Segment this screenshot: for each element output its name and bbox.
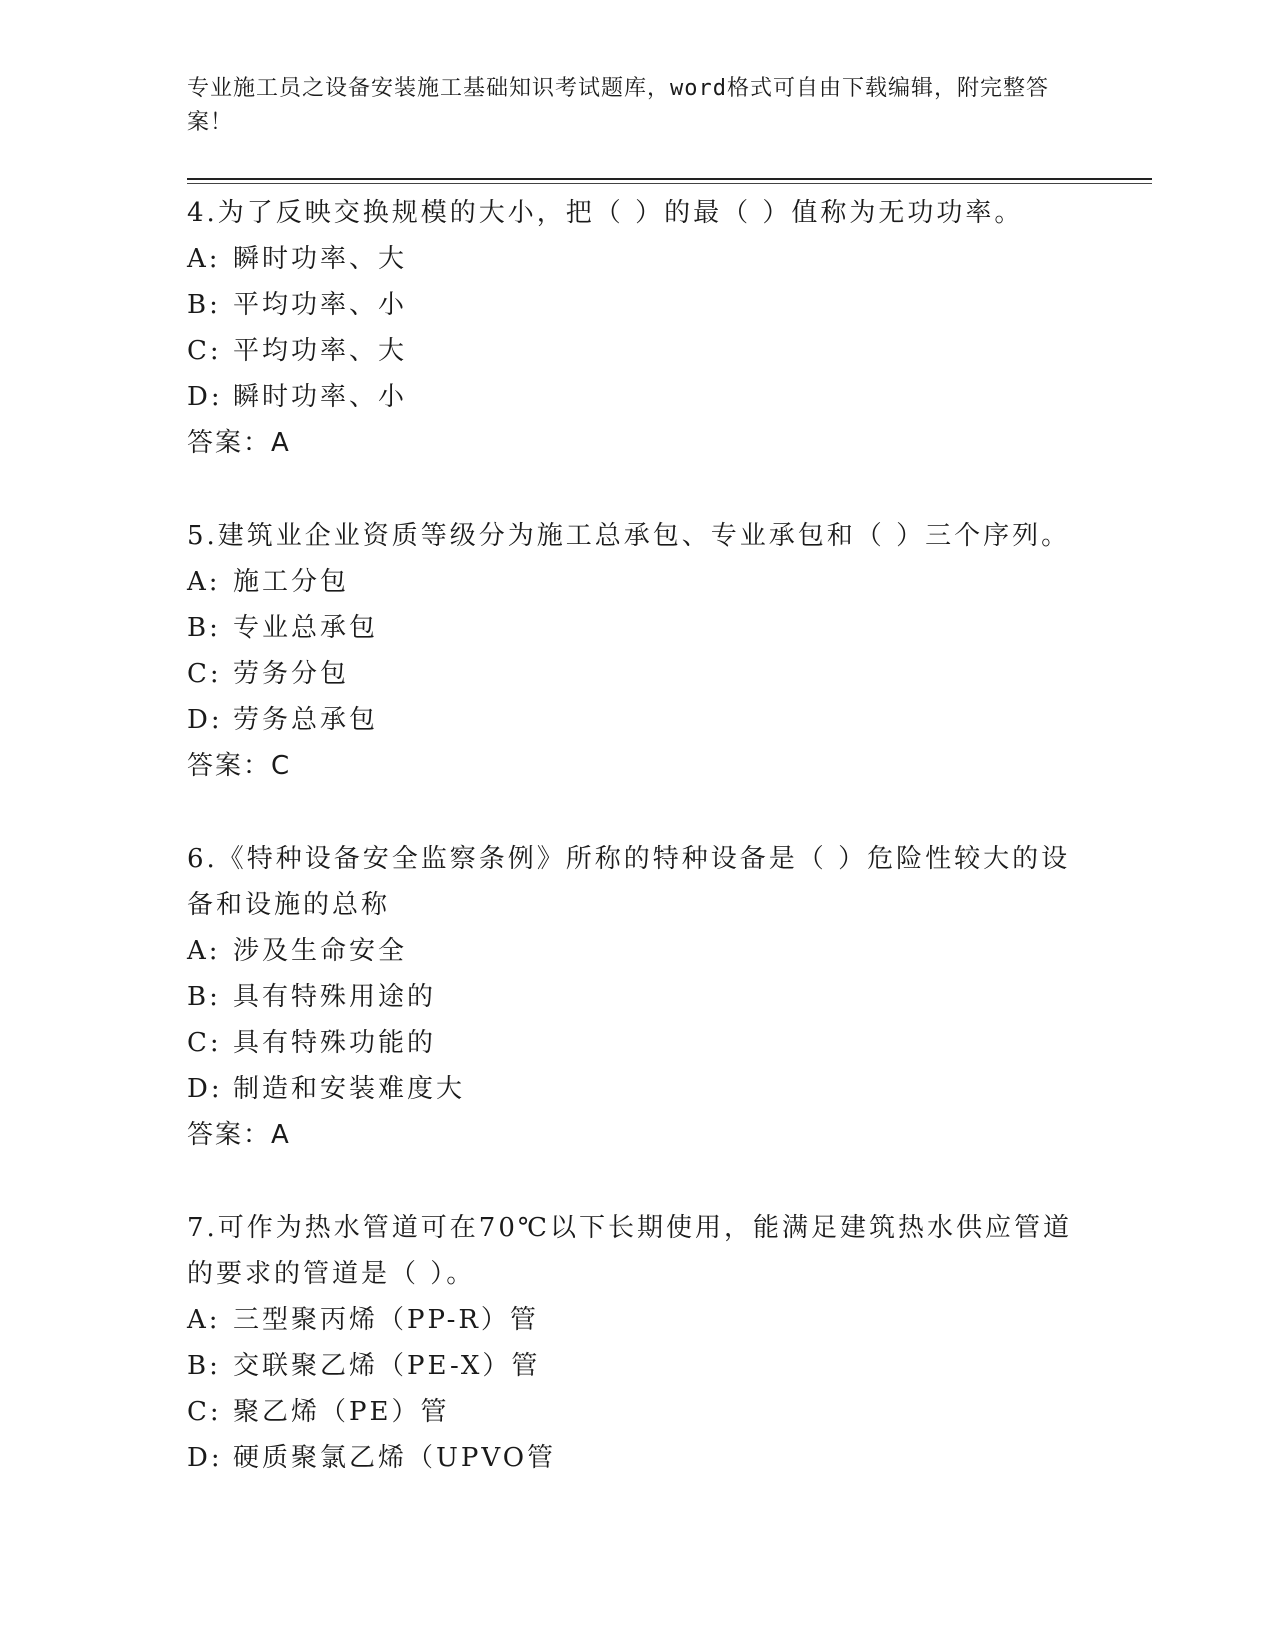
question-4 [187, 190, 1087, 466]
header-divider-thin [187, 183, 1152, 184]
document-header: 专业施工员之设备安装施工基础知识考试题库，word格式可自由下载编辑，附完整答案！ [187, 76, 1049, 135]
option-text: 施工分包 [233, 567, 350, 597]
option-letter: C: [187, 1028, 222, 1058]
option-text: 涉及生命安全 [233, 936, 408, 966]
option-b [187, 1343, 1087, 1389]
option-letter: C: [187, 1397, 222, 1427]
option-d [187, 1066, 1087, 1112]
option-text: 平均功率、小 [233, 290, 408, 320]
question-stem: 7.可作为热水管道可在70℃以下长期使用，能满足建筑热水供应管道的要求的管道是（ ）。 [187, 1213, 1072, 1289]
header-divider-thick [187, 178, 1152, 180]
question-list [187, 190, 1087, 1528]
option-letter: A: [187, 567, 221, 597]
option-letter: D: [187, 705, 223, 735]
option-text: 聚乙烯（PE）管 [233, 1397, 450, 1427]
option-a [187, 236, 1087, 282]
question-7 [187, 1205, 1087, 1481]
answer-line: 答案：A [187, 1120, 291, 1150]
option-letter: B: [187, 982, 221, 1012]
option-d [187, 697, 1087, 743]
option-a [187, 1297, 1087, 1343]
option-letter: A: [187, 936, 221, 966]
option-c [187, 651, 1087, 697]
option-c [187, 328, 1087, 374]
option-text: 专业总承包 [233, 613, 379, 643]
option-letter: C: [187, 659, 222, 689]
option-letter: B: [187, 290, 221, 320]
option-letter: D: [187, 1074, 223, 1104]
option-letter: B: [187, 613, 221, 643]
option-letter: D: [187, 382, 223, 412]
option-letter: C: [187, 336, 222, 366]
option-text: 制造和安装难度大 [233, 1074, 466, 1104]
question-stem: 6.《特种设备安全监察条例》所称的特种设备是（ ）危险性较大的设备和设施的总称 [187, 844, 1071, 920]
option-d [187, 1435, 1087, 1481]
option-b [187, 282, 1087, 328]
answer-line: 答案：A [187, 428, 291, 458]
option-letter: A: [187, 1305, 221, 1335]
option-text: 具有特殊用途的 [233, 982, 437, 1012]
question-stem: 5.建筑业企业资质等级分为施工总承包、专业承包和（ ）三个序列。 [187, 521, 1071, 551]
option-text: 平均功率、大 [233, 336, 408, 366]
option-letter: B: [187, 1351, 221, 1381]
question-6 [187, 836, 1087, 1158]
question-stem: 4.为了反映交换规模的大小，把（ ）的最（ ）值称为无功功率。 [187, 198, 1024, 228]
answer-line: 答案：C [187, 751, 292, 781]
option-letter: D: [187, 1443, 223, 1473]
option-c [187, 1389, 1087, 1435]
option-c [187, 1020, 1087, 1066]
option-a [187, 928, 1087, 974]
option-d [187, 374, 1087, 420]
option-a [187, 559, 1087, 605]
option-text: 瞬时功率、大 [233, 244, 408, 274]
option-text: 瞬时功率、小 [233, 382, 408, 412]
option-b [187, 974, 1087, 1020]
option-text: 交联聚乙烯（PE-X）管 [233, 1351, 541, 1381]
option-text: 三型聚丙烯（PP-R）管 [233, 1305, 539, 1335]
option-text: 劳务分包 [233, 659, 350, 689]
question-5 [187, 513, 1087, 789]
option-letter: A: [187, 244, 221, 274]
option-text: 劳务总承包 [233, 705, 379, 735]
option-b [187, 605, 1087, 651]
option-text: 具有特殊功能的 [233, 1028, 437, 1058]
option-text: 硬质聚氯乙烯（UPVO管 [233, 1443, 557, 1473]
